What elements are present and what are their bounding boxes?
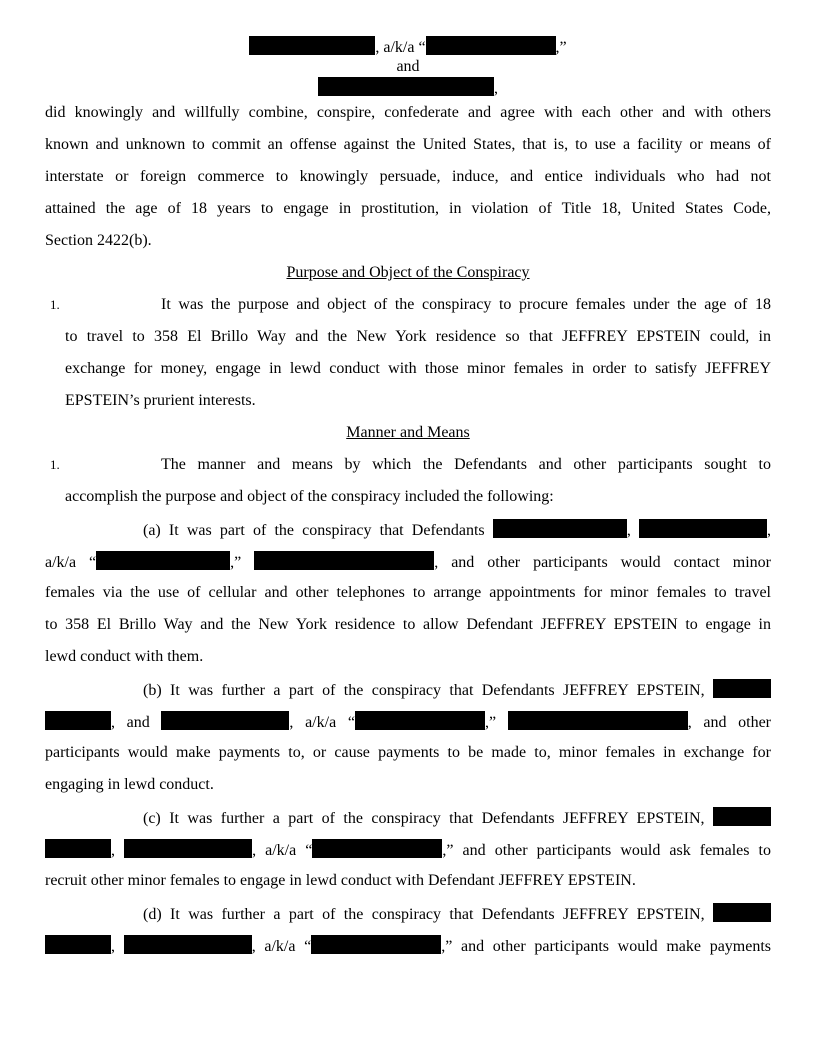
para-b-close: ,”	[484, 714, 497, 731]
redaction-box	[508, 711, 688, 730]
para-d-text: (d) It was further a part of the conspiracy that Defendants JEFFREY EPSTEIN,	[143, 906, 705, 923]
redaction-box	[318, 77, 494, 96]
header-comma: ,	[494, 80, 498, 97]
redaction-box	[45, 839, 111, 858]
paragraph-number: 1.	[50, 457, 60, 472]
redaction-box	[249, 36, 375, 55]
para-d-line-1	[143, 903, 771, 925]
para-c-line-2: , , a/k/a “ ,” and other participants would ask females to	[45, 839, 771, 861]
para-a-close: ,”	[230, 554, 242, 571]
para-b-text: (b) It was further a part of the conspiracy that Defendants JEFFREY EPSTEIN,	[143, 682, 705, 699]
para-d-aka: , a/k/a “	[251, 938, 312, 955]
para-a-tail: , and other participants would contact minor	[434, 554, 772, 571]
para-b-and: , and	[111, 714, 150, 731]
para-b-line-4: engaging in lewd conduct.	[45, 776, 214, 793]
para-a-line-5: lewd conduct with them.	[45, 648, 204, 665]
purpose-line: EPSTEIN’s prurient interests.	[65, 392, 256, 409]
intro-line: Section 2422(b).	[45, 232, 152, 249]
redaction-box	[254, 551, 434, 570]
redaction-box	[639, 519, 767, 538]
redaction-box	[96, 551, 230, 570]
para-d-line-2: , , a/k/a “ ,” and other participants would make payments	[45, 935, 771, 957]
section-heading-manner: Manner and Means	[346, 424, 470, 441]
paragraph-number: 1.	[50, 297, 60, 312]
section-heading-purpose: Purpose and Object of the Conspiracy	[286, 264, 530, 281]
redaction-box	[45, 711, 111, 730]
para-a-aka: a/k/a “	[45, 554, 97, 571]
redaction-box	[713, 679, 771, 698]
redaction-box	[311, 935, 441, 954]
intro-line: attained the age of 18 years to engage in prostitution, in violation of Title 18, United States Code,	[45, 200, 771, 217]
redaction-box	[713, 807, 771, 826]
para-c-aka: , a/k/a “	[252, 842, 313, 859]
manner-line: accomplish the purpose and object of the conspiracy included the following:	[65, 488, 554, 505]
para-a-line-4: to 358 El Brillo Way and the New York residence to allow Defendant JEFFREY EPSTEIN to engage in	[45, 616, 771, 633]
redaction-box	[355, 711, 485, 730]
para-b-line-3: participants would make payments to, or cause payments to be made to, minor females in exchange for	[45, 744, 771, 761]
purpose-line: exchange for money, engage in lewd conduct with those minor females in order to satisfy JEFFREY	[65, 360, 771, 377]
intro-line: interstate or foreign commerce to knowingly persuade, induce, and entice individuals who had not	[45, 168, 771, 185]
para-b-line-2	[45, 711, 771, 733]
redaction-box	[713, 903, 771, 922]
redaction-box	[45, 935, 111, 954]
purpose-line: It was the purpose and object of the conspiracy to procure females under the age of 18	[161, 296, 771, 313]
header-aka: , a/k/a “	[375, 39, 426, 56]
redaction-box	[312, 839, 442, 858]
redaction-box	[161, 711, 289, 730]
intro-line: did knowingly and willfully combine, conspire, confederate and agree with each other and with others	[45, 104, 771, 121]
para-b-and-other: , and other	[687, 714, 771, 731]
header-line-1	[45, 36, 771, 58]
para-a-line-1: (a) It was part of the conspiracy that Defendants , ,	[143, 519, 771, 541]
para-a-text: (a) It was part of the conspiracy that Defendants	[143, 522, 485, 539]
para-b-line-1	[143, 679, 771, 701]
para-d-tail: ,” and other participants would make payments	[441, 938, 772, 955]
para-c-line-3: recruit other minor females to engage in lewd conduct with Defendant JEFFREY EPSTEIN.	[45, 872, 636, 889]
redaction-box	[124, 935, 252, 954]
para-a-line-3: females via the use of cellular and other telephones to arrange appointments for minor females to travel	[45, 584, 771, 601]
redaction-box	[493, 519, 627, 538]
para-c-line-1	[143, 807, 771, 829]
para-b-aka: , a/k/a “	[289, 714, 355, 731]
purpose-line: to travel to 358 El Brillo Way and the New York residence so that JEFFREY EPSTEIN could, in	[65, 328, 771, 345]
redaction-box	[124, 839, 252, 858]
header-and: and	[396, 58, 420, 75]
manner-line: The manner and means by which the Defendants and other participants sought to	[161, 456, 771, 473]
intro-line: known and unknown to commit an offense against the United States, that is, to use a facility or means of	[45, 136, 771, 153]
redaction-box	[426, 36, 556, 55]
para-a-line-2	[45, 551, 771, 573]
para-c-tail: ,” and other participants would ask females to	[442, 842, 771, 859]
header-line-3	[45, 77, 771, 99]
header-close-quote: ,”	[555, 39, 567, 56]
para-c-text: (c) It was further a part of the conspiracy that Defendants JEFFREY EPSTEIN,	[143, 810, 705, 827]
